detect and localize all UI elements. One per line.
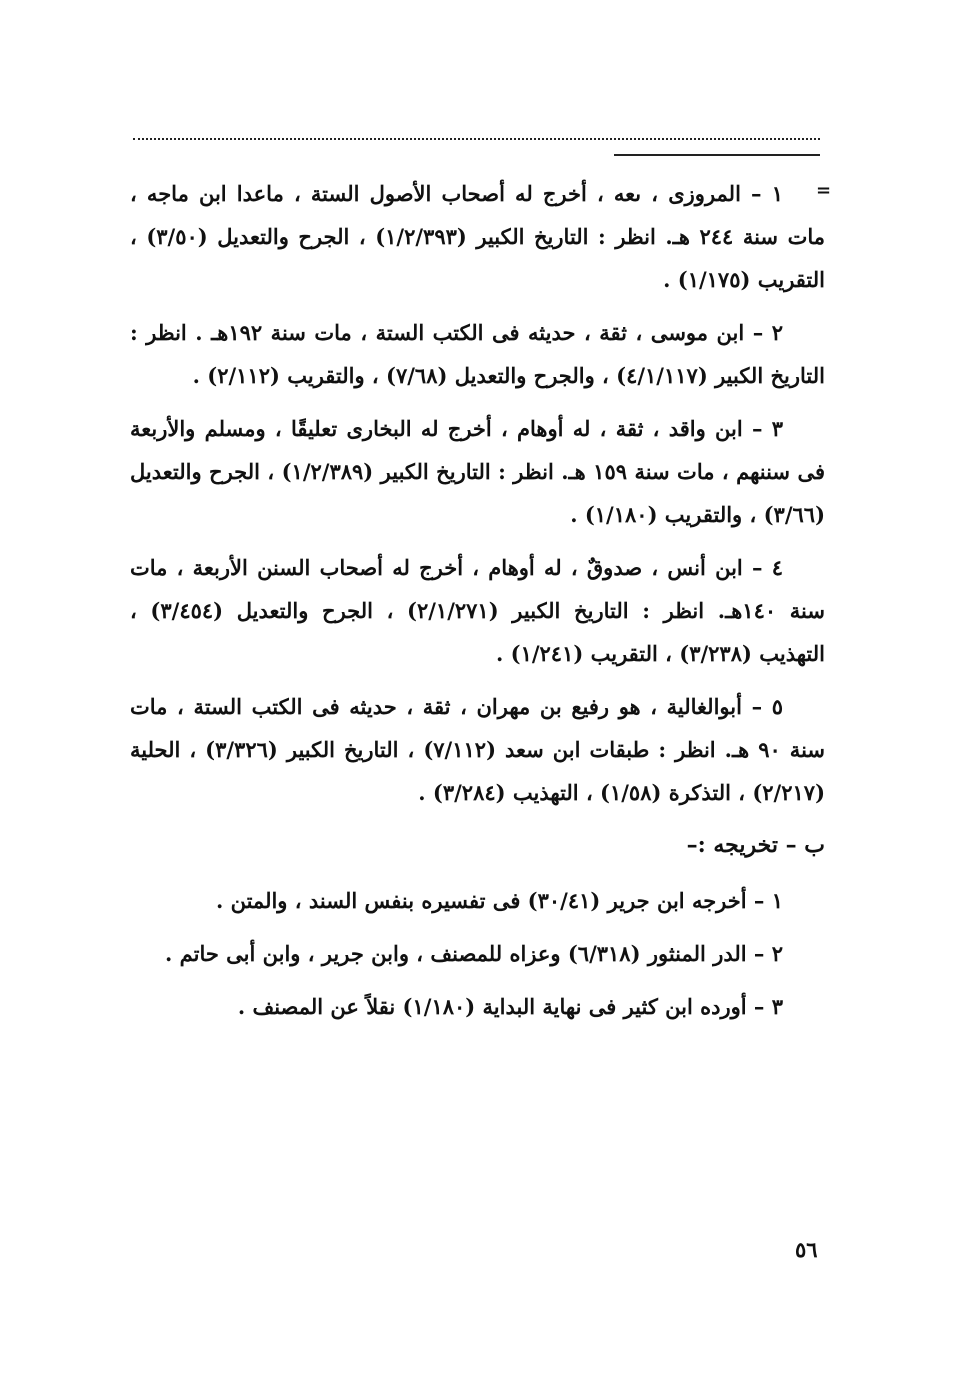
takhrij-heading: ب – تخريجه :– xyxy=(686,832,825,858)
footnote-body xyxy=(130,172,825,1038)
takhrij-item-2: ٢ – الدر المنثور (٦/٣١٨) وعزاه للمصنف ، وابن جرير ، وابن أبى حاتم . xyxy=(165,941,783,966)
takhrij-item-1: ١ – أخرجه ابن جرير (٣٠/٤١) فى تفسيره بنفس السند ، والمتن . xyxy=(215,888,783,913)
dotted-separator xyxy=(133,138,820,140)
footnote-2: ٢ – ابن موسى ، ثقة ، حديثه فى الكتب الستة ، مات سنة ١٩٢هـ . انظر : التاريخ الكبير (٤/١/١١٧) ، والجرح والتعديل (٧/٦٨) ، والتقريب (٢/١١٢) . xyxy=(130,320,825,388)
continuation-mark: = xyxy=(816,180,832,201)
footnote-3: ٣ – ابن واقد ، ثقة ، له أوهام ، أخرج له البخارى تعليقًا ، ومسلم والأربعة فى سننهم ، مات سنة ١٥٩ هـ. انظر : التاريخ الكبير (١/٢/٣٨٩) ، الجرح والتعديل (٣/٦٦) ، والتقريب (١/١٨٠) . xyxy=(130,416,825,527)
footnote-1: ١ – المروزى ، ىعه ، أخرج له أصحاب الأصول الستة ، ماعدا ابن ماجه ، مات سنة ٢٤٤ هـ. انظر : التاريخ الكبير (١/٢/٣٩٣) ، الجرح والتعديل (٣/٥٠) ، التقريب (١/١٧٥) . xyxy=(130,181,825,292)
takhrij-item-3: ٣ – أورده ابن كثير فى نهاية البداية (١/١٨٠) نقلاً عن المصنف . xyxy=(237,994,783,1019)
page-number: ٥٦ xyxy=(795,1237,818,1262)
footnote-rule xyxy=(614,154,820,156)
footnote-4: ٤ – ابن أنس ، صدوقٌ ، له أوهام ، أخرج له أصحاب السنن الأربعة ، مات سنة ١٤٠هـ. انظر : التاريخ الكبير (٢/١/٢٧١) ، الجرح والتعديل (٣/٤٥٤) ، التهذيب (٣/٢٣٨) ، التقريب (١/٢٤١) . xyxy=(130,555,825,666)
footnote-5: ٥ – أبوالغالية ، هو رفيع بن مهران ، ثقة ، حديثه فى الكتب الستة ، مات سنة ٩٠ هـ. انظر : طبقات ابن سعد (٧/١١٢) ، التاريخ الكبير (٣/٣٢٦) ، الحلية (٢/٢١٧) ، التذكرة (١/٥٨) ، التهذيب (٣/٢٨٤) . xyxy=(130,694,825,805)
